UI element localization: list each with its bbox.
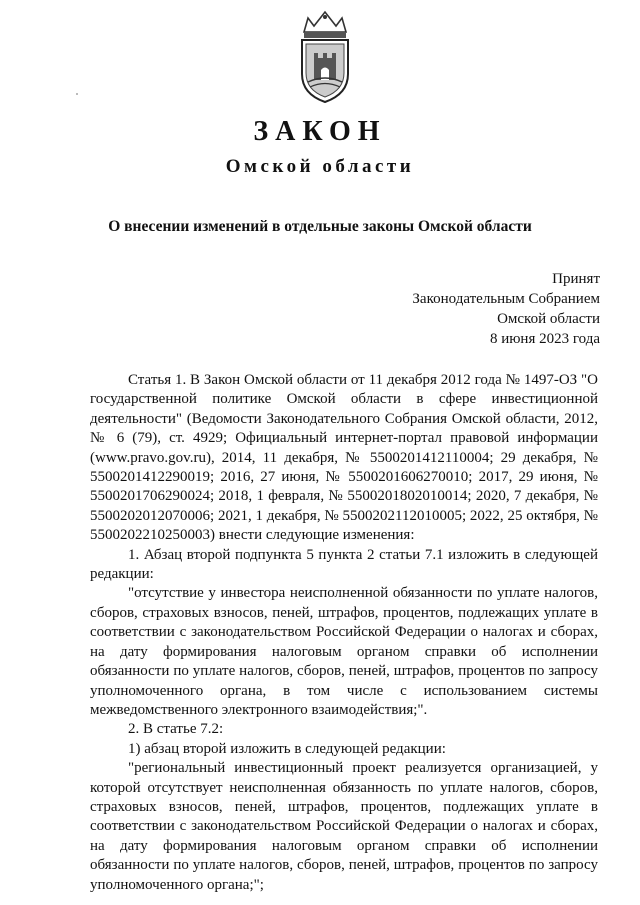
adoption-date: 8 июня 2023 года [489,331,600,347]
region-name: Омской области [225,156,415,177]
amendment-subitem: 1) абзац второй изложить в следующей редакции: [128,740,446,757]
adoption-block [412,269,600,349]
amendment-quote: "отсутствие у инвестора неисполненной обязанности по уплате налогов, сборов, страховых взносов, пеней, штрафов, процентов, подлежащих уплате в соответствии с законодательством Российской Федерации о налогах и сборах, на дату формирования налоговым органом справки об исполнении обязанности по уплате налогов, сборов, пеней, штрафов, процентов по запросу уполномоченного органа, в том числе с использованием системы межведомственного электронного взаимодействия;". [90,585,598,718]
adoption-line: Принят [552,271,600,287]
amendment-quote: "региональный инвестиционный проект реализуется организацией, у которой отсутствует неисполненная обязанность по уплате налогов, сборов, страховых взносов, пеней, штрафов, процентов, подлежащих уплате в соответствии с законодательством Российской Федерации о налогах и сборах, на дату формирования налоговым органом справки об исполнении обязанности по уплате налогов, сборов, пеней, штрафов, процентов по запросу уполномоченного органа;"; [90,760,598,893]
article-1-intro: Статья 1. В Закон Омской области от 11 декабря 2012 года № 1497-ОЗ "О государственной политике Омской области в сфере инвестиционной деятельности" (Ведомости Законодательного Собрания Омской области, 2012, № 6 (79), ст. 4929; Официальный интернет-портал правовой информации (www.pravo.gov.ru), 2014, 11 декабря, № 5500201412110004; 29 декабря, № 5500201412290019; 2016, 27 июня, № 5500201606270010; 2017, 29 июня, № 5500201706290024; 2018, 1 февраля, № 5500201802010014; 2020, 7 декабря, № 5500202012070006; 2021, 1 декабря, № 5500202112010005; 2022, 25 октября, № 5500202210250003) внести следующие изменения: [90,372,598,544]
amendment-item: 2. В статье 7.2: [128,721,224,738]
omsk-oblast-coat-of-arms-icon [294,8,356,104]
law-body [90,371,598,895]
law-title: ЗАКОН [253,116,387,147]
adoption-line: Омской области [497,311,600,327]
law-subject: О внесении изменений в отдельные законы Омской области [108,218,532,235]
scan-speck [76,93,78,95]
adoption-line: Законодательным Собранием [412,291,600,307]
amendment-item: 1. Абзац второй подпункта 5 пункта 2 статьи 7.1 изложить в следующей редакции: [90,546,598,583]
